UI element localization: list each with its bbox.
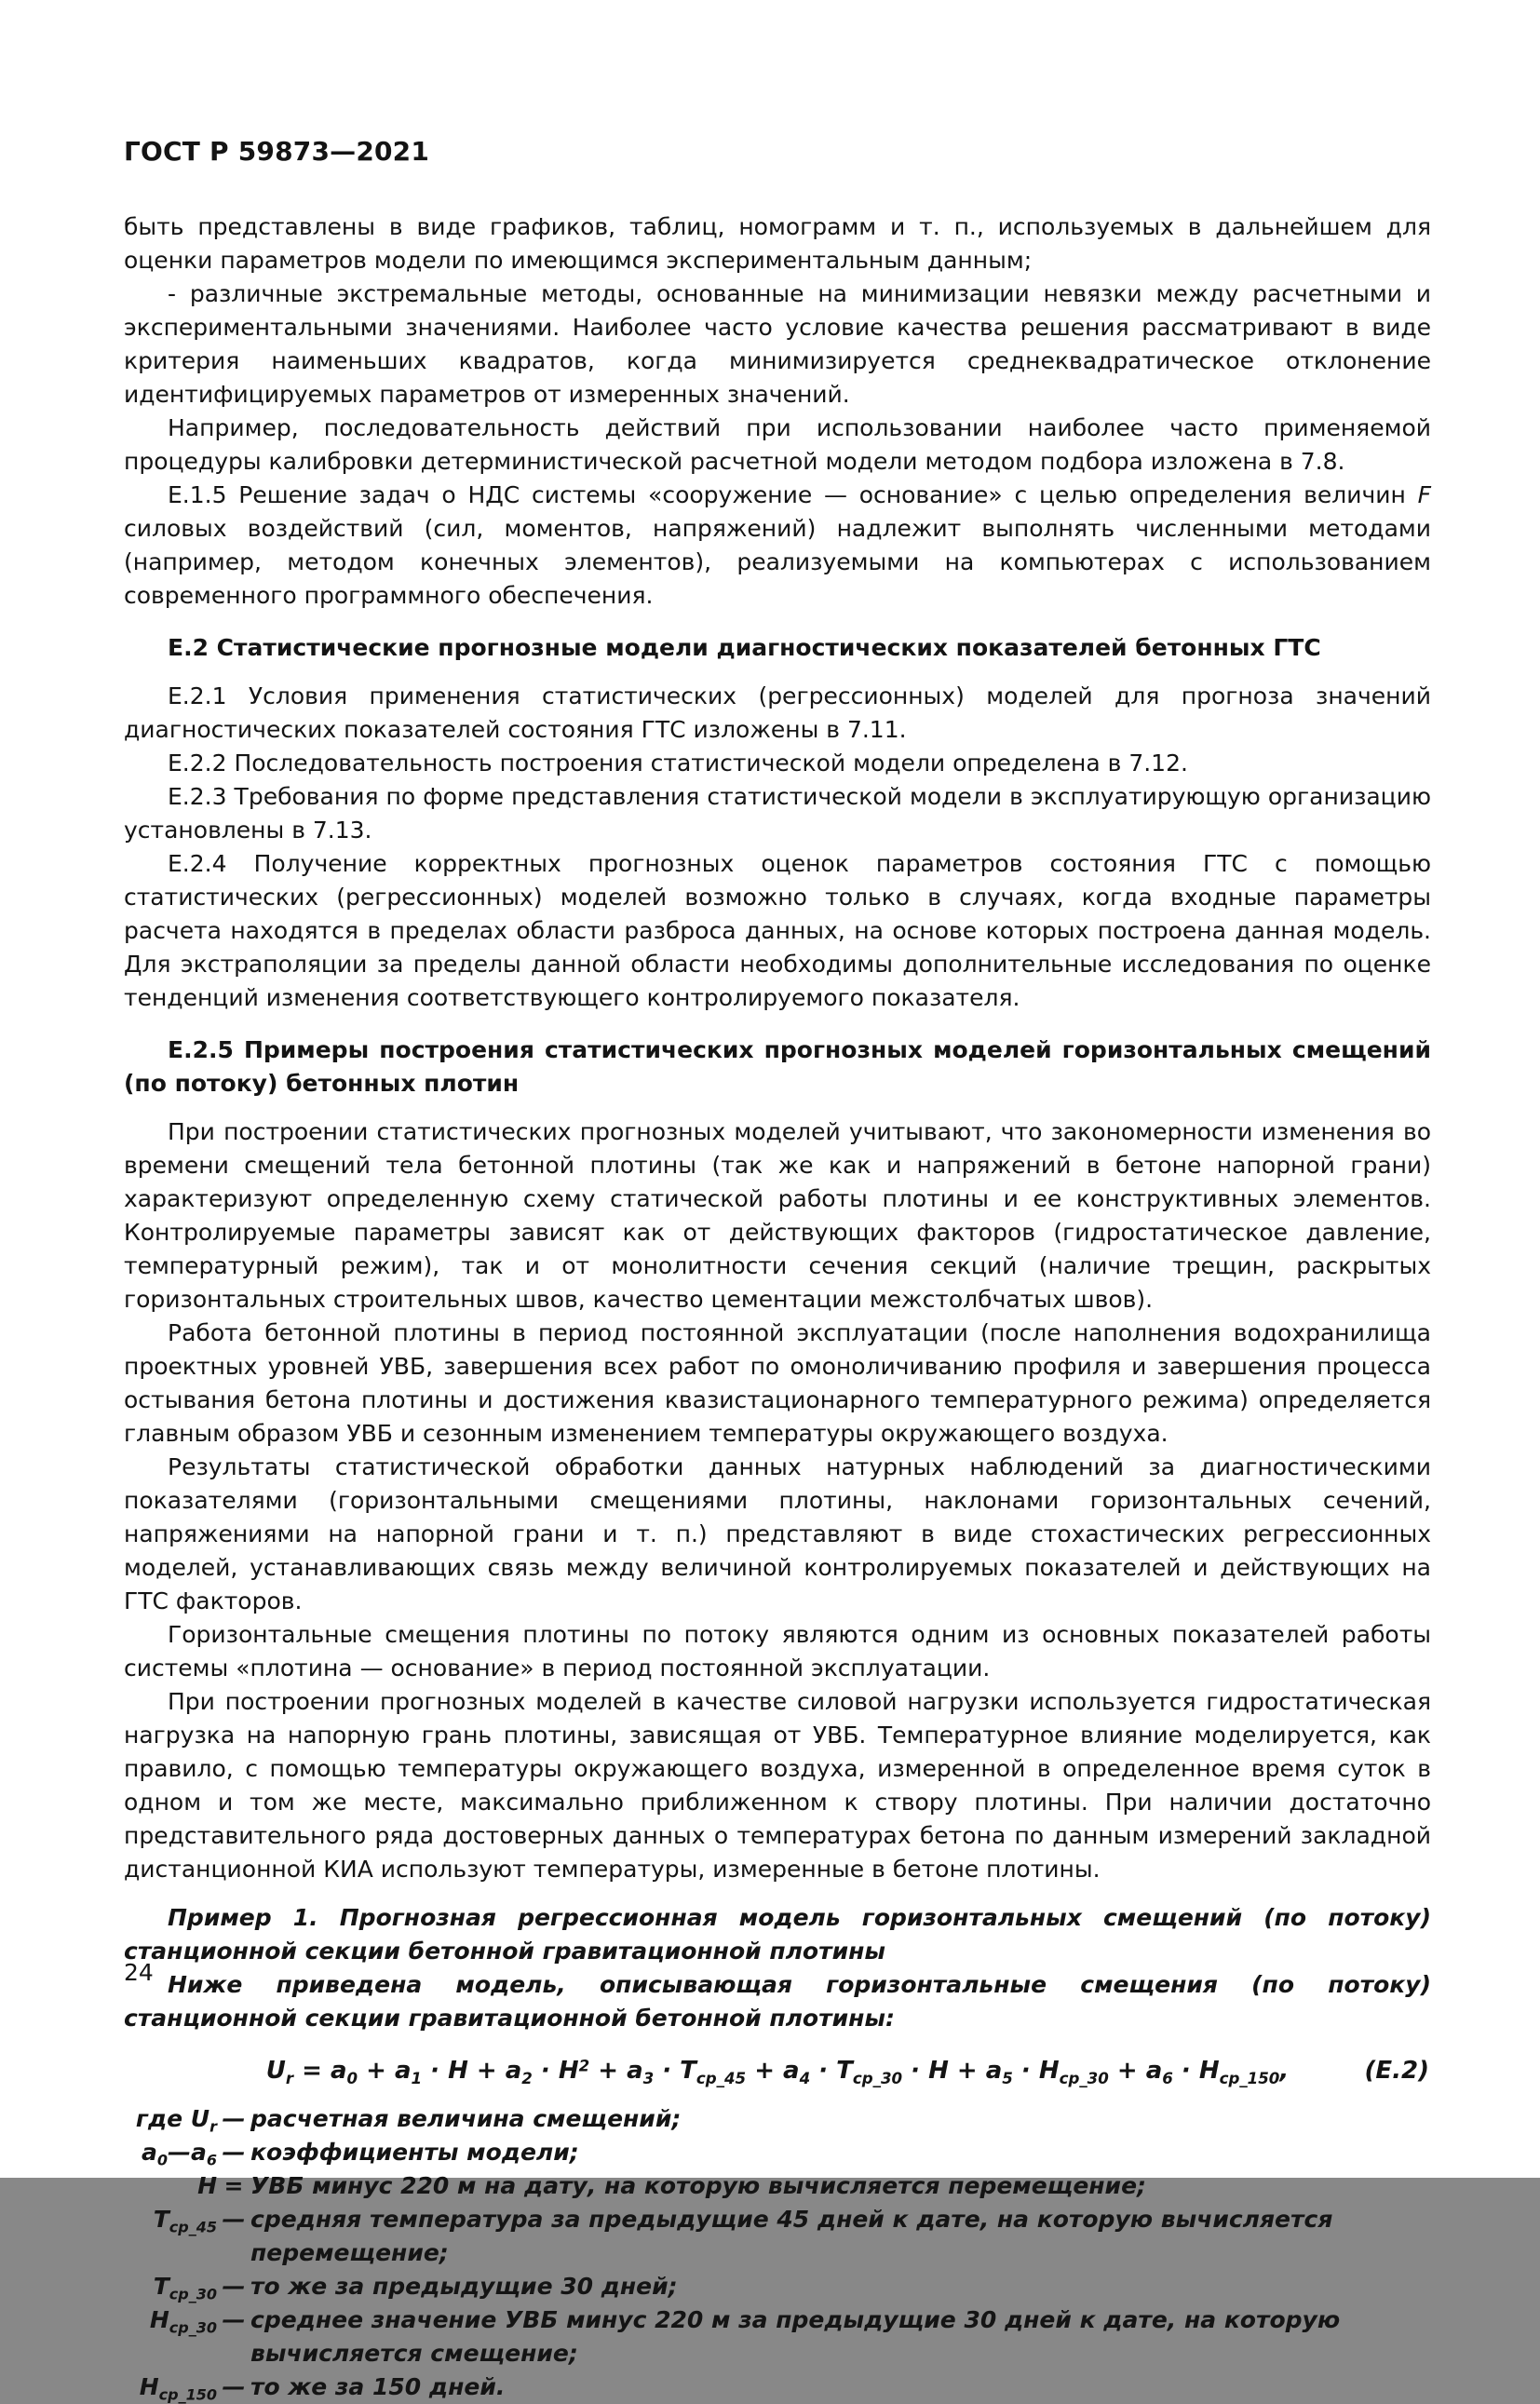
paragraph: Е.2.3 Требования по форме представления статистической модели в эксплуатирующую организацию установлены в 7.13.	[124, 783, 1431, 844]
definition-separator: —	[222, 2273, 246, 2300]
definition-text: среднее значение УВБ минус 220 м за предыдущие 30 дней к дате, на которую вычисляется смещение;	[250, 2306, 1341, 2367]
definition-term: где $U_r$	[135, 2105, 217, 2136]
page-number: 24	[124, 1959, 154, 1986]
definition-separator: —	[222, 2373, 246, 2400]
definition-term: H	[197, 2172, 217, 2199]
definition-text: коэффициенты модели;	[250, 2139, 579, 2166]
definition-row	[124, 2136, 1431, 2169]
definition-term: $H_{ср\_150}$	[139, 2373, 217, 2404]
definition-term: $H_{ср\_30}$	[149, 2306, 217, 2337]
example-paragraph: Пример 1. Прогнозная регрессионная модель горизонтальных смещений (по потоку) станционной секции бетонной гравитационной плотины	[124, 1904, 1431, 1965]
paragraph: Е.2.1 Условия применения статистических (регрессионных) моделей для прогноза значений диагностических показателей состояния ГТС изложены в 7.11.	[124, 682, 1431, 743]
paragraph: - различные экстремальные методы, основанные на минимизации невязки между расчетными и экспериментальными значениями. Наиболее часто условие качества решения рассматривают в виде критерия наименьших квадратов, когда минимизируется среднеквадратическое отклонение идентифицируемых параметров от измеренных значений.	[124, 280, 1431, 408]
paragraph: Работа бетонной плотины в период постоянной эксплуатации (после наполнения водохранилища проектных уровней УВБ, завершения всех работ по омоноличиванию профиля и завершения процесса остывания бетона плотины и достижения квазистационарного температурного режима) определяется главным образом УВБ и сезонным изменением температуры окружающего воздуха.	[124, 1319, 1431, 1447]
definition-term: $a_0—a_6$	[141, 2139, 217, 2169]
definition-text: средняя температура за предыдущие 45 дней к дате, на которую вычисляется перемещение;	[250, 2206, 1333, 2266]
definition-separator: —	[222, 2105, 246, 2132]
paragraph: Результаты статистической обработки данных натурных наблюдений за диагностическими показателями (горизонтальными смещениями плотины, наклонами горизонтальных сечений, напряжениями на напорной грани и т. п.) представляют в виде стохастических регрессионных моделей, устанавливающих связь между величиной контролируемых показателей и действующих на ГТС факторов.	[124, 1453, 1431, 1614]
definition-term: $T_{ср\_30}$	[153, 2273, 217, 2303]
definition-list	[124, 2102, 1431, 2404]
paragraph: Например, последовательность действий при использовании наиболее часто применяемой процедуры калибровки детерминистической расчетной модели методом подбора изложена в 7.8.	[124, 414, 1431, 475]
running-header: ГОСТ Р 59873—2021	[124, 136, 430, 167]
definition-separator: —	[222, 2306, 246, 2333]
definition-row	[124, 2203, 1431, 2270]
definition-text: то же за предыдущие 30 дней;	[250, 2273, 678, 2300]
paragraph: При построении статистических прогнозных моделей учитывают, что закономерности изменения во времени смещений тела бетонной плотины (так же как и напряжений в бетоне напорной грани) характеризуют определенную схему статической работы плотины и ее конструктивных элементов. Контролируемые параметры зависят как от действующих факторов (гидростатическое давление, температурный режим), так и от монолитности сечения секций (наличие трещин, раскрытых горизонтальных строительных швов, качество цементации межстолбчатых швов).	[124, 1118, 1431, 1313]
definition-text: расчетная величина смещений;	[250, 2105, 682, 2132]
paragraph: быть представлены в виде графиков, таблиц, номограмм и т. п., используемых в дальнейшем для оценки параметров модели по имеющимся экспериментальным данным;	[124, 213, 1431, 274]
paragraph: Горизонтальные смещения плотины по потоку являются одним из основных показателей работы системы «плотина — основание» в период постоянной эксплуатации.	[124, 1621, 1431, 1681]
example-paragraph: Ниже приведена модель, описывающая горизонтальные смещения (по потоку) станционной секции гравитационной бетонной плотины:	[124, 1971, 1431, 2032]
definition-separator: —	[222, 2206, 246, 2233]
definition-row	[124, 2169, 1431, 2203]
definition-separator: —	[222, 2139, 246, 2166]
paragraph: Е.2.4 Получение корректных прогнозных оценок параметров состояния ГТС с помощью статистических (регрессионных) моделей возможно только в случаях, когда входные параметры расчета находятся в пределах области разброса данных, на основе которых построена данная модель. Для экстраполяции за пределы данной области необходимы дополнительные исследования по оценке тенденций изменения соответствующего контролируемого показателя.	[124, 850, 1431, 1011]
definition-row	[124, 2102, 1431, 2136]
section-heading: Е.2.5 Примеры построения статистических прогнозных моделей горизонтальных смещений (по потоку) бетонных плотин	[124, 1036, 1431, 1097]
definition-row	[124, 2370, 1431, 2404]
equation-number: (Е.2)	[1364, 2057, 1429, 2085]
definition-text: то же за 150 дней.	[250, 2373, 506, 2400]
paragraph: Е.2.2 Последовательность построения статистической модели определена в 7.12.	[168, 750, 1188, 777]
definition-text: УВБ минус 220 м на дату, на которую вычисляется перемещение;	[250, 2172, 1147, 2199]
paragraph: При построении прогнозных моделей в качестве силовой нагрузки используется гидростатическая нагрузка на напорную грань плотины, зависящая от УВБ. Температурное влияние моделируется, как правило, с помощью температуры окружающего воздуха, измеренной в определенное время суток в одном и том же месте, максимально приближенном к створу плотины. При наличии достаточно представительного ряда достоверных данных о температурах бетона по данным измерений закладной дистанционной КИА используют температуры, измеренные в бетоне плотины.	[124, 1688, 1431, 1883]
definition-separator: =	[223, 2172, 244, 2199]
document-body	[124, 210, 1431, 2404]
formula	[124, 2054, 1431, 2087]
definition-term: $T_{ср\_45}$	[153, 2206, 217, 2236]
formula-expression: $U_r = a_0 + a_1 \cdot H + a_2 \cdot H^2 + a_3 \cdot T_{ср\_45} + a_4 \cdot T_{ср\_30} \cdot H + a_5 \cdot H_{ср\_30} + a_6 \cdot H_{ср\_150}$,	[265, 2057, 1290, 2087]
paragraph: Е.1.5 Решение задач о НДС системы «сооружение — основание» с целью определения величин F силовых воздействий (сил, моментов, напряжений) надлежит выполнять численными методами (например, методом конечных элементов), реализуемыми на компьютерах с использованием современного программного обеспечения.	[124, 481, 1431, 609]
definition-row	[124, 2303, 1431, 2370]
section-heading: Е.2 Статистические прогнозные модели диагностических показателей бетонных ГТС	[168, 634, 1321, 661]
definition-row	[124, 2270, 1431, 2303]
